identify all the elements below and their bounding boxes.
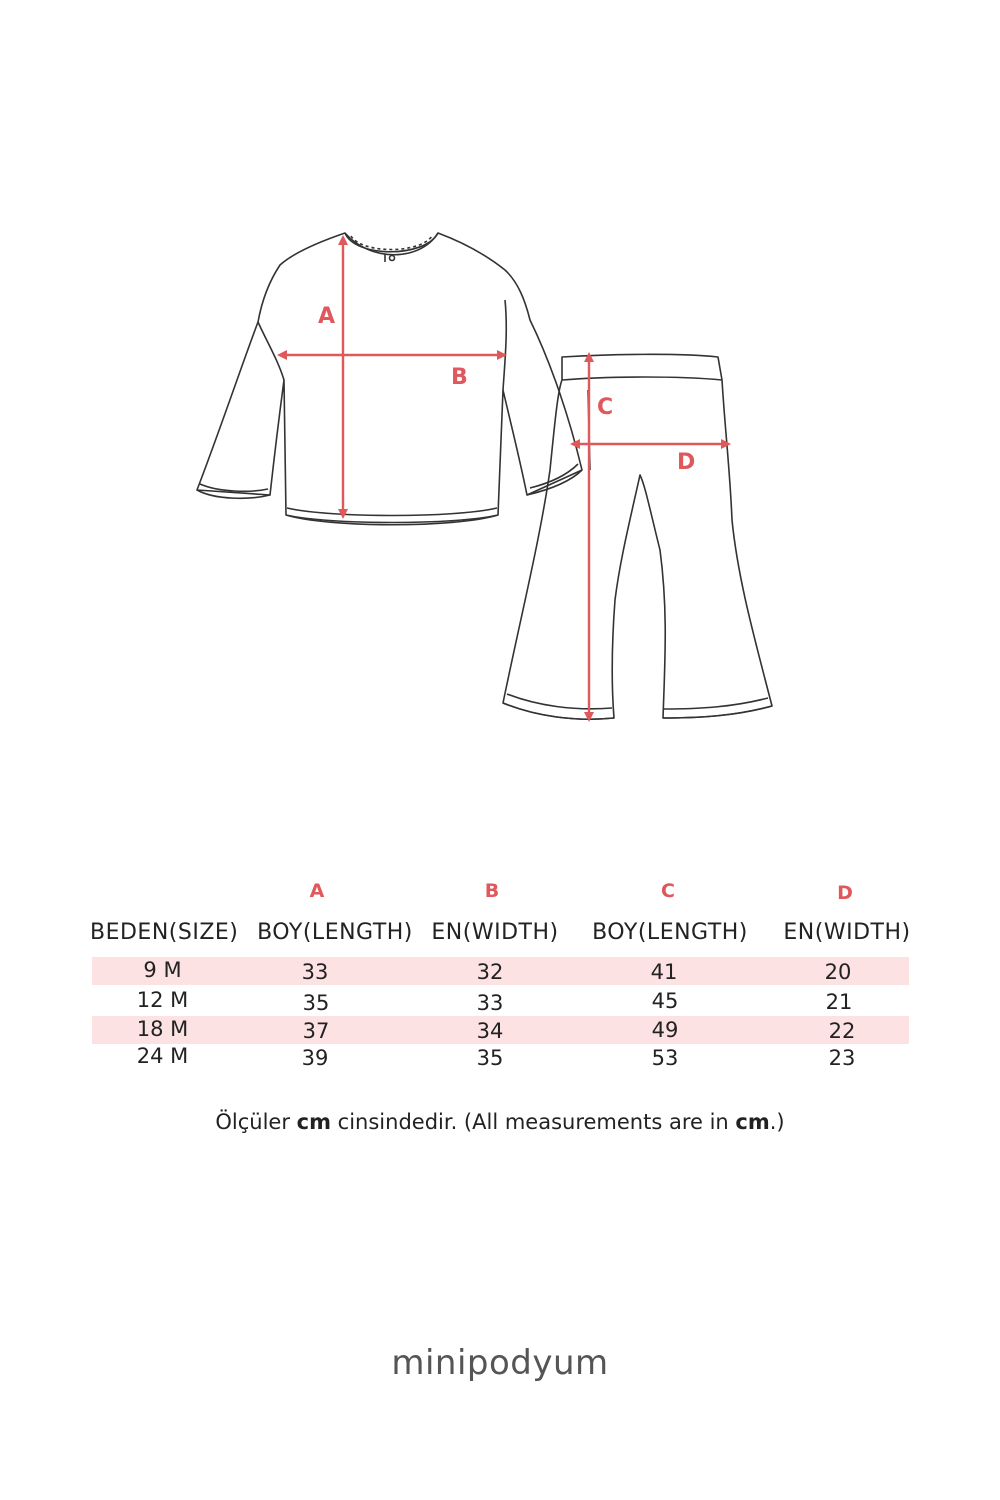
column-letter-b: B — [484, 880, 500, 902]
table-row-3-d: 22 — [828, 1019, 856, 1043]
note-unit-2: cm — [735, 1110, 770, 1134]
table-row-1-a: 33 — [301, 960, 329, 984]
table-row-1-c: 41 — [650, 960, 678, 984]
label-b: B — [451, 365, 468, 390]
sweatshirt-illustration — [197, 233, 582, 525]
table-row-4-size: 24 M — [136, 1044, 189, 1068]
table-row-2-size: 12 M — [136, 988, 189, 1012]
table-row-2-a: 35 — [302, 991, 330, 1015]
table-row-3-c: 49 — [651, 1018, 679, 1042]
note-text-1: Ölçüler — [215, 1110, 297, 1134]
column-letter-a: A — [309, 880, 325, 902]
note-text-2: cinsindedir. (All measurements are in — [331, 1110, 736, 1134]
table-row-2-d: 21 — [825, 990, 853, 1014]
table-row-1-d: 20 — [824, 960, 852, 984]
label-d: D — [677, 450, 696, 475]
header-width-d: EN(WIDTH) — [783, 920, 911, 945]
column-letter-d: D — [837, 882, 853, 904]
brand-logo: minipodyum — [391, 1343, 609, 1383]
label-c: C — [597, 395, 614, 420]
table-row-3-b: 34 — [476, 1019, 504, 1043]
header-length-c: BOY(LENGTH) — [592, 920, 748, 945]
table-row-4-a: 39 — [301, 1046, 329, 1070]
note-unit-1: cm — [296, 1110, 331, 1134]
table-row-1-size: 9 M — [143, 958, 182, 982]
column-letter-c: C — [661, 880, 675, 902]
note-text-3: .) — [769, 1110, 785, 1134]
table-row-2-c: 45 — [651, 989, 679, 1013]
label-a: A — [318, 304, 336, 329]
table-row-2-b: 33 — [476, 991, 504, 1015]
table-row-4-c: 53 — [651, 1046, 679, 1070]
table-row-4-b: 35 — [476, 1046, 504, 1070]
table-row-3-size: 18 M — [136, 1017, 189, 1041]
header-length-a: BOY(LENGTH) — [257, 920, 413, 945]
table-row-1-b: 32 — [476, 960, 504, 984]
header-size: BEDEN(SIZE) — [90, 920, 239, 945]
measurement-note — [0, 1110, 1000, 1134]
pants-illustration — [503, 354, 772, 719]
table-row-3-a: 37 — [302, 1019, 330, 1043]
table-row-4-d: 23 — [828, 1046, 856, 1070]
header-width-b: EN(WIDTH) — [431, 920, 559, 945]
